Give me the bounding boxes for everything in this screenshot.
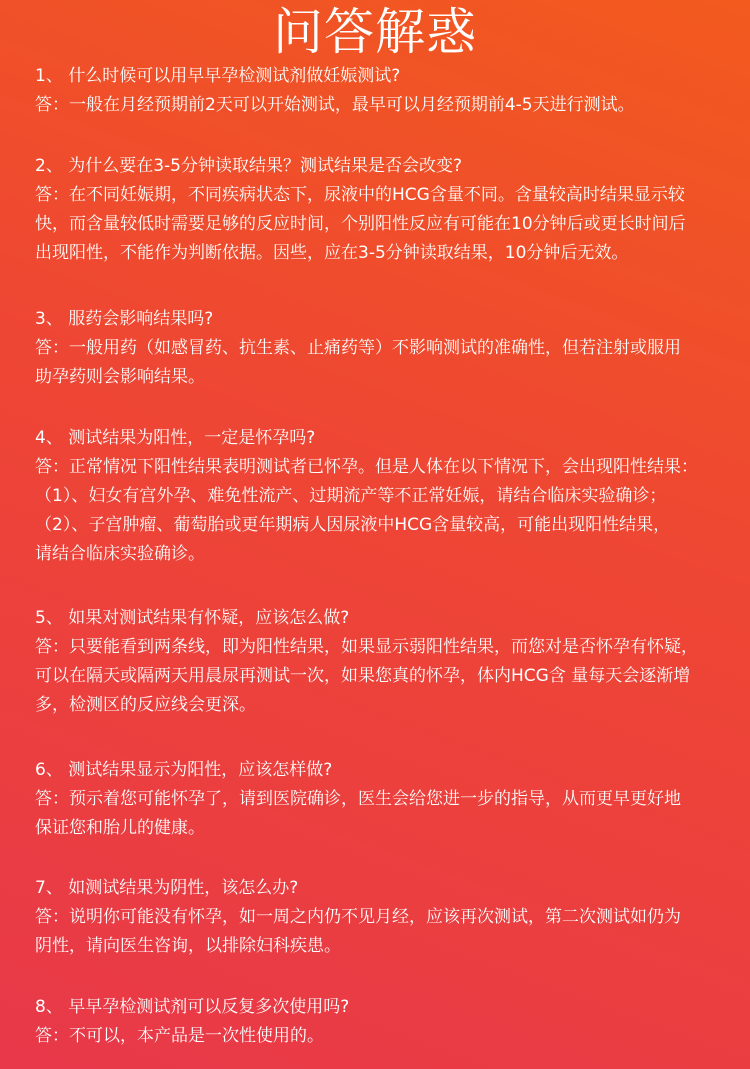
- qa-item-6: [35, 756, 725, 843]
- qa-item-5: [35, 604, 725, 720]
- answer-2-line-3: 出现阳性，不能作为判断依据。因些，应在3-5分钟读取结果，10分钟后无效。: [35, 243, 629, 263]
- answer-3-line-2: 助孕药则会影响结果。: [35, 367, 205, 387]
- question-4: 4、 测试结果为阳性，一定是怀孕吗?: [35, 428, 316, 448]
- question-3: 3、 服药会影响结果吗?: [35, 309, 214, 329]
- answer-5-line-3: 多，检测区的反应线会更深。: [35, 695, 256, 715]
- answer-1-line-1: 答：一般在月经预期前2天可以开始测试，最早可以月经预期前4-5天进行测试。: [35, 95, 635, 115]
- qa-item-4: [35, 424, 725, 569]
- answer-5-line-1: 答：只要能看到两条线，即为阳性结果，如果显示弱阳性结果，而您对是否怀孕有怀疑，: [35, 637, 698, 657]
- answer-8-line-1: 答：不可以，本产品是一次性使用的。: [35, 1026, 324, 1046]
- question-8: 8、 早早孕检测试剂可以反复多次使用吗?: [35, 997, 350, 1017]
- page-title: 问答解惑: [273, 3, 477, 61]
- answer-4-line-3: （2）、子宫肿瘤、葡萄胎或更年期病人因尿液中HCG含量较高，可能出现阳性结果，: [35, 515, 671, 535]
- answer-4-line-1: 答：正常情况下阳性结果表明测试者已怀孕。但是人体在以下情况下，会出现阳性结果：: [35, 457, 698, 477]
- question-2: 2、 为什么要在3-5分钟读取结果？测试结果是否会改变?: [35, 156, 463, 176]
- question-5: 5、 如果对测试结果有怀疑，应该怎么做?: [35, 608, 350, 628]
- answer-4-line-2: （1）、妇女有宫外孕、难免性流产、过期流产等不正常妊娠，请结合临床实验确诊；: [35, 486, 667, 506]
- question-7: 7、 如测试结果为阴性，该怎么办?: [35, 878, 299, 898]
- answer-3-line-1: 答：一般用药（如感冒药、抗生素、止痛药等）不影响测试的准确性，但若注射或服用: [35, 338, 681, 358]
- answer-6-line-2: 保证您和胎儿的健康。: [35, 818, 205, 838]
- qa-item-1: [35, 62, 725, 120]
- qa-item-3: [35, 305, 725, 392]
- qa-item-7: [35, 874, 725, 961]
- answer-7-line-1: 答：说明你可能没有怀孕，如一周之内仍不见月经，应该再次测试，第二次测试如仍为: [35, 907, 681, 927]
- answer-7-line-2: 阴性，请向医生咨询，以排除妇科疾患。: [35, 936, 341, 956]
- qa-item-2: [35, 152, 725, 268]
- question-1: 1、 什么时候可以用早早孕检测试剂做妊娠测试?: [35, 66, 401, 86]
- answer-4-line-4: 请结合临床实验确诊。: [35, 544, 205, 564]
- answer-2-line-2: 快，而含量较低时需要足够的反应时间，个别阳性反应有可能在10分钟后或更长时间后: [35, 214, 686, 234]
- question-6: 6、 测试结果显示为阳性，应该怎样做?: [35, 760, 333, 780]
- qa-item-8: [35, 993, 725, 1051]
- answer-2-line-1: 答：在不同妊娠期，不同疾病状态下，尿液中的HCG含量不同。含量较高时结果显示较: [35, 185, 685, 205]
- answer-6-line-1: 答：预示着您可能怀孕了，请到医院确诊，医生会给您进一步的指导，从而更早更好地: [35, 789, 681, 809]
- answer-5-line-2: 可以在隔天或隔两天用晨尿再测试一次，如果您真的怀孕，体内HCG含 量每天会逐渐增: [35, 666, 691, 686]
